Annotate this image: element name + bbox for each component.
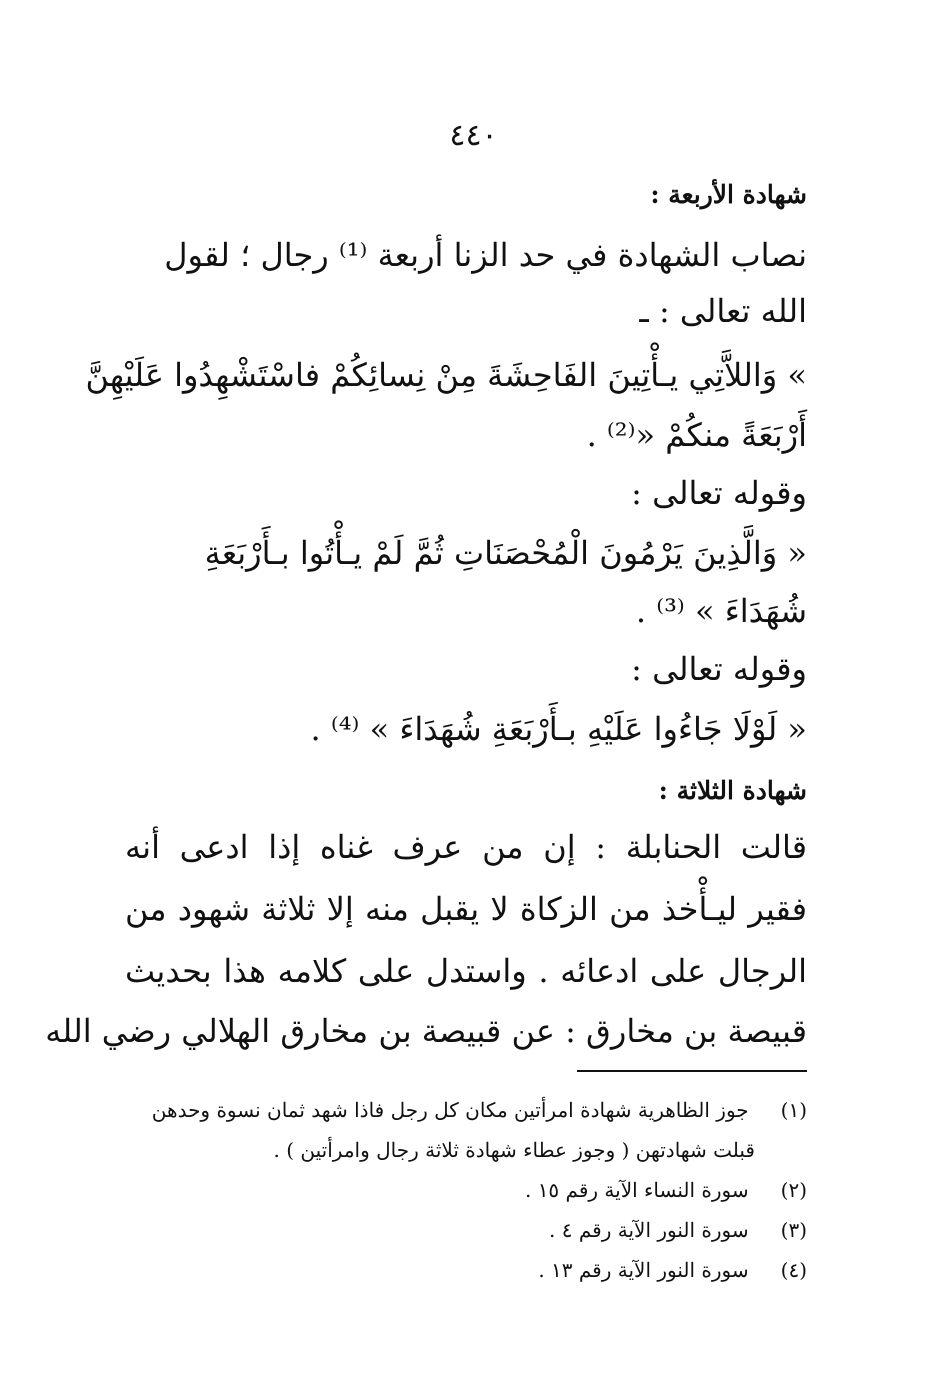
quote-intro: وقوله تعالى :: [631, 474, 807, 512]
footnote-number: (١): [780, 1098, 807, 1122]
quran-quote-line: « لَوْلَا جَاءُوا عَلَيْهِ بـأَرْبَعَةِ شُهَدَاءَ » ⁽⁴⁾ .: [310, 710, 807, 748]
quote-intro: وقوله تعالى :: [631, 650, 807, 688]
footnote-text: سورة النور الآية رقم ١٣ .: [538, 1258, 749, 1282]
quran-quote-line: شُهَدَاءَ » ⁽³⁾ .: [635, 592, 807, 630]
footnote-text: جوز الظاهرية شهادة امرأتين مكان كل رجل فاذا شهد ثمان نسوة وحدهن: [151, 1098, 749, 1122]
paragraph-line: قالت الحنابلة : إن من عرف غناه إذا ادعى أنه: [125, 828, 807, 866]
footnote-number: (٢): [780, 1178, 807, 1202]
footnote: [152, 1098, 807, 1122]
page-number: ٤٤٠: [449, 118, 498, 153]
paragraph-line: الله تعالى : ـ: [639, 292, 807, 330]
paragraph-line: قبيصة بن مخارق : عن قبيصة بن مخارق الهلالي رضي الله: [45, 1012, 807, 1050]
quran-quote-line: أَرْبَعَةً منكُمْ «⁽²⁾ .: [586, 416, 807, 454]
footnote-divider: [577, 1070, 807, 1072]
footnote-continuation: قبلت شهادتهن ( وجوز عطاء شهادة ثلاثة رجال وامرأتين ) .: [273, 1138, 755, 1162]
footnote-number: (٣): [780, 1218, 807, 1242]
footnote-text: سورة النور الآية رقم ٤ .: [549, 1218, 749, 1242]
footnote-text: سورة النساء الآية رقم ١٥ .: [524, 1178, 749, 1202]
section-heading-three-witnesses: شهادة الثلاثة :: [658, 776, 807, 805]
footnote: [538, 1258, 807, 1282]
section-heading-four-witnesses: شهادة الأربعة :: [650, 180, 807, 209]
paragraph-line: نصاب الشهادة في حد الزنا أربعة ⁽¹⁾ رجال ؛ لقول: [164, 236, 807, 274]
quran-quote-line: « وَالَّذِينَ يَرْمُونَ الْمُحْصَنَاتِ ثُمَّ لَمْ يـأْتُوا بـأَرْبَعَةِ: [204, 534, 807, 572]
paragraph-line: فقير ليـأْخذ من الزكاة لا يقبل منه إلا ثلاثة شهود من: [125, 890, 808, 928]
footnote: [549, 1218, 807, 1242]
quran-quote-line: » وَاللاَّتِي يـأْتِينَ الفَاحِشَةَ مِنْ نِسائِكُمْ فاسْتَشْهِدُوا عَلَيْهِنَّ: [85, 356, 807, 394]
paragraph-line: الرجال على ادعائه . واستدل على كلامه هذا بحديث: [125, 952, 807, 990]
footnote: [525, 1178, 807, 1202]
footnote-number: (٤): [780, 1258, 807, 1282]
